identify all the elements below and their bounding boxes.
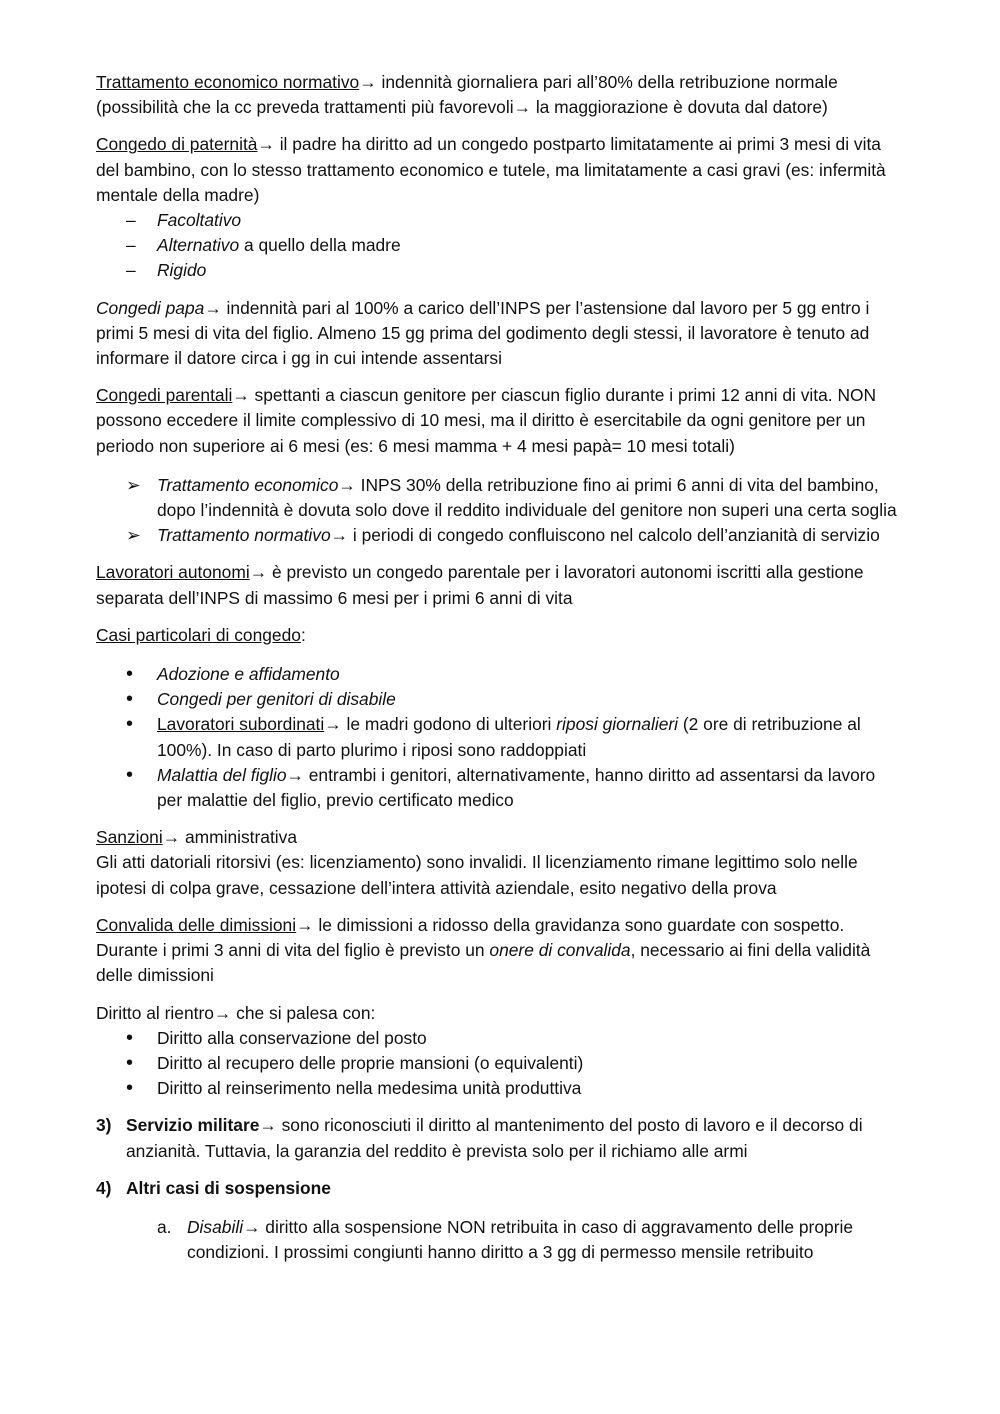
- subsection-letter: a.: [157, 1216, 172, 1237]
- chevron-right-icon: ➢: [126, 474, 141, 495]
- paragraph-paternita: Congedo di paternità→ il padre ha diritto ad un congedo postparto limitatamente ai primi 3 mesi di vita del bambino, con lo stesso trattamento economico e tutele, ma limitatamente a casi gravi (es: infermità mentale della madre): [96, 134, 886, 205]
- paragraph-congedi-parentali: Congedi parentali→ spettanti a ciascun genitore per ciascun figlio durante i primi 12 anni di vita. NON possono eccedere il limite complessivo di 10 mesi, ma il diritto è esercitabile da ogni genitore per un periodo non superiore ai 6 mesi (es: 6 mesi mamma + 4 mesi papà= 10 mesi totali): [96, 385, 877, 456]
- arrow-icon: →: [513, 97, 531, 118]
- bullet-icon: •: [126, 688, 134, 711]
- subsection-disabili: a. Disabili→ diritto alla sospensione NON retribuita in caso di aggravamento delle proprie condizioni. I prossimi congiunti hanno diritto a 3 gg di permesso mensile retribuito: [157, 1216, 854, 1263]
- list-item: • Adozione e affidamento: [96, 662, 900, 687]
- bullet-icon: •: [126, 763, 134, 786]
- list-item: ➢ Trattamento normativo→ i periodi di congedo confluiscono nel calcolo dell’anzianità di servizio: [96, 523, 900, 548]
- section-congedo-paternita: [96, 132, 900, 283]
- dash-icon: –: [126, 235, 136, 256]
- section-casi-particolari: [96, 623, 900, 813]
- paragraph-casi-particolari: Casi particolari di congedo:: [96, 624, 306, 645]
- arrow-icon: →: [243, 1216, 261, 1237]
- paragraph-trattamento: Trattamento economico normativo→ indennità giornaliera pari all’80% della retribuzione normale (possibilità che la cc preveda trattamenti più favorevoli→ la maggiorazione è dovuta dal datore): [96, 72, 838, 118]
- list-item: • Lavoratori subordinati→ le madri godono di ulteriori riposi giornalieri (2 ore di retribuzione al 100%). In caso di parto plurimo i riposi sono raddoppiati: [126, 713, 861, 760]
- bullet-icon: •: [126, 1026, 134, 1049]
- arrow-icon: →: [257, 134, 275, 155]
- bullet-icon: •: [126, 1077, 134, 1100]
- heading-sanzioni: Sanzioni: [96, 827, 163, 848]
- heading-trattamento: Trattamento economico normativo: [96, 72, 360, 92]
- list-congedi-parentali: [96, 473, 900, 549]
- section-number: 3): [96, 1115, 112, 1136]
- paragraph-convalida-dimissioni: Convalida delle dimissioni→ le dimissioni a ridosso della gravidanza sono guardate con sospetto. Durante i primi 3 anni di vita del figlio è previsto un onere di convalida, necessario ai fini della validità delle dimissioni: [96, 914, 871, 986]
- arrow-icon: →: [324, 714, 342, 735]
- list-item: – Alternativo a quello della madre: [96, 233, 900, 258]
- arrow-icon: →: [338, 474, 356, 495]
- section-congedi-parentali: [96, 383, 900, 548]
- paragraph-diritto-rientro: Diritto al rientro→ che si palesa con:: [96, 1002, 376, 1023]
- arrow-icon: →: [259, 1115, 277, 1136]
- heading-diritto-rientro: Diritto al rientro: [96, 1002, 214, 1023]
- heading-lavoratori-autonomi: Lavoratori autonomi: [96, 562, 250, 583]
- paragraph-sanzioni: Sanzioni→ amministrativa: [96, 827, 298, 848]
- heading-paternita: Congedo di paternità: [96, 134, 258, 155]
- bullet-icon: •: [126, 663, 134, 686]
- arrow-icon: →: [213, 1002, 232, 1023]
- list-paternita: [96, 208, 900, 284]
- list-diritto-rientro: [96, 1026, 900, 1102]
- list-item: • Diritto alla conservazione del posto: [96, 1026, 900, 1051]
- heading-congedi-parentali: Congedi parentali: [96, 385, 233, 406]
- section-sanzioni: [96, 825, 900, 901]
- bullet-icon: •: [126, 713, 134, 736]
- chevron-right-icon: ➢: [126, 525, 141, 546]
- bullet-icon: •: [126, 1051, 134, 1074]
- heading-casi-particolari: Casi particolari di congedo: [96, 624, 301, 645]
- heading-congedi-papa: Congedi papa: [96, 297, 205, 318]
- list-item: • Congedi per genitori di disabile: [96, 687, 900, 712]
- arrow-icon: →: [330, 525, 349, 546]
- dash-icon: –: [126, 260, 136, 281]
- section-diritto-rientro: [96, 1001, 900, 1102]
- heading-convalida-dimissioni: Convalida delle dimissioni: [96, 914, 297, 935]
- section-number: 4): [96, 1177, 112, 1198]
- arrow-icon: →: [296, 914, 314, 935]
- arrow-icon: →: [204, 297, 222, 318]
- arrow-icon: →: [359, 72, 377, 92]
- list-item: • Diritto al recupero delle proprie mansioni (o equivalenti): [96, 1051, 900, 1076]
- arrow-icon: →: [249, 562, 268, 583]
- section-servizio-militare: 3) Servizio militare→ sono riconosciuti il diritto al mantenimento del posto di lavoro e il decorso di anzianità. Tuttavia, la garanzia del reddito è prevista solo per il richiamo alle armi: [96, 1115, 863, 1161]
- heading-disabili: Disabili: [187, 1216, 244, 1237]
- list-item: – Rigido: [96, 258, 900, 283]
- heading-servizio-militare: Servizio militare: [126, 1115, 260, 1136]
- paragraph-lavoratori-autonomi: Lavoratori autonomi→ è previsto un congedo parentale per i lavoratori autonomi iscritti alla gestione separata dell’INPS di massimo 6 mesi per i primi 6 anni di vita: [96, 562, 864, 608]
- list-item: • Malattia del figlio→ entrambi i genitori, alternativamente, hanno diritto ad assentarsi da lavoro per malattie del figlio, previo certificato medico: [126, 763, 876, 811]
- section-altri-casi: [96, 1176, 900, 1201]
- arrow-icon: →: [286, 764, 304, 785]
- list-item: • Diritto al reinserimento nella medesima unità produttiva: [96, 1076, 900, 1101]
- dash-icon: –: [126, 210, 136, 231]
- heading-altri-casi: Altri casi di sospensione: [126, 1177, 331, 1198]
- paragraph-congedi-papa: Congedi papa→ indennità pari al 100% a carico dell’INPS per l’astensione dal lavoro per 5 gg entro i primi 5 mesi di vita del figlio. Almeno 15 gg prima del godimento degli stessi, il lavoratore è tenuto ad informare il datore circa i gg in cui intende assentarsi: [96, 297, 870, 369]
- list-item: – Facoltativo: [96, 208, 900, 233]
- arrow-icon: →: [162, 827, 181, 848]
- paragraph-atti-ritorsivi: Gli atti datoriali ritorsivi (es: licenziamento) sono invalidi. Il licenziamento rimane legittimo solo nelle ipotesi di colpa grave, cessazione dell’intera attività aziendale, esito negativo della prova: [96, 852, 858, 898]
- list-casi-particolari: [96, 662, 900, 813]
- list-item: ➢ Trattamento economico→ INPS 30% della retribuzione fino ai primi 6 anni di vita del bambino, dopo l’indennità è dovuta solo dove il reddito individuale del genitore non superi una certa soglia: [126, 474, 897, 521]
- arrow-icon: →: [232, 385, 250, 406]
